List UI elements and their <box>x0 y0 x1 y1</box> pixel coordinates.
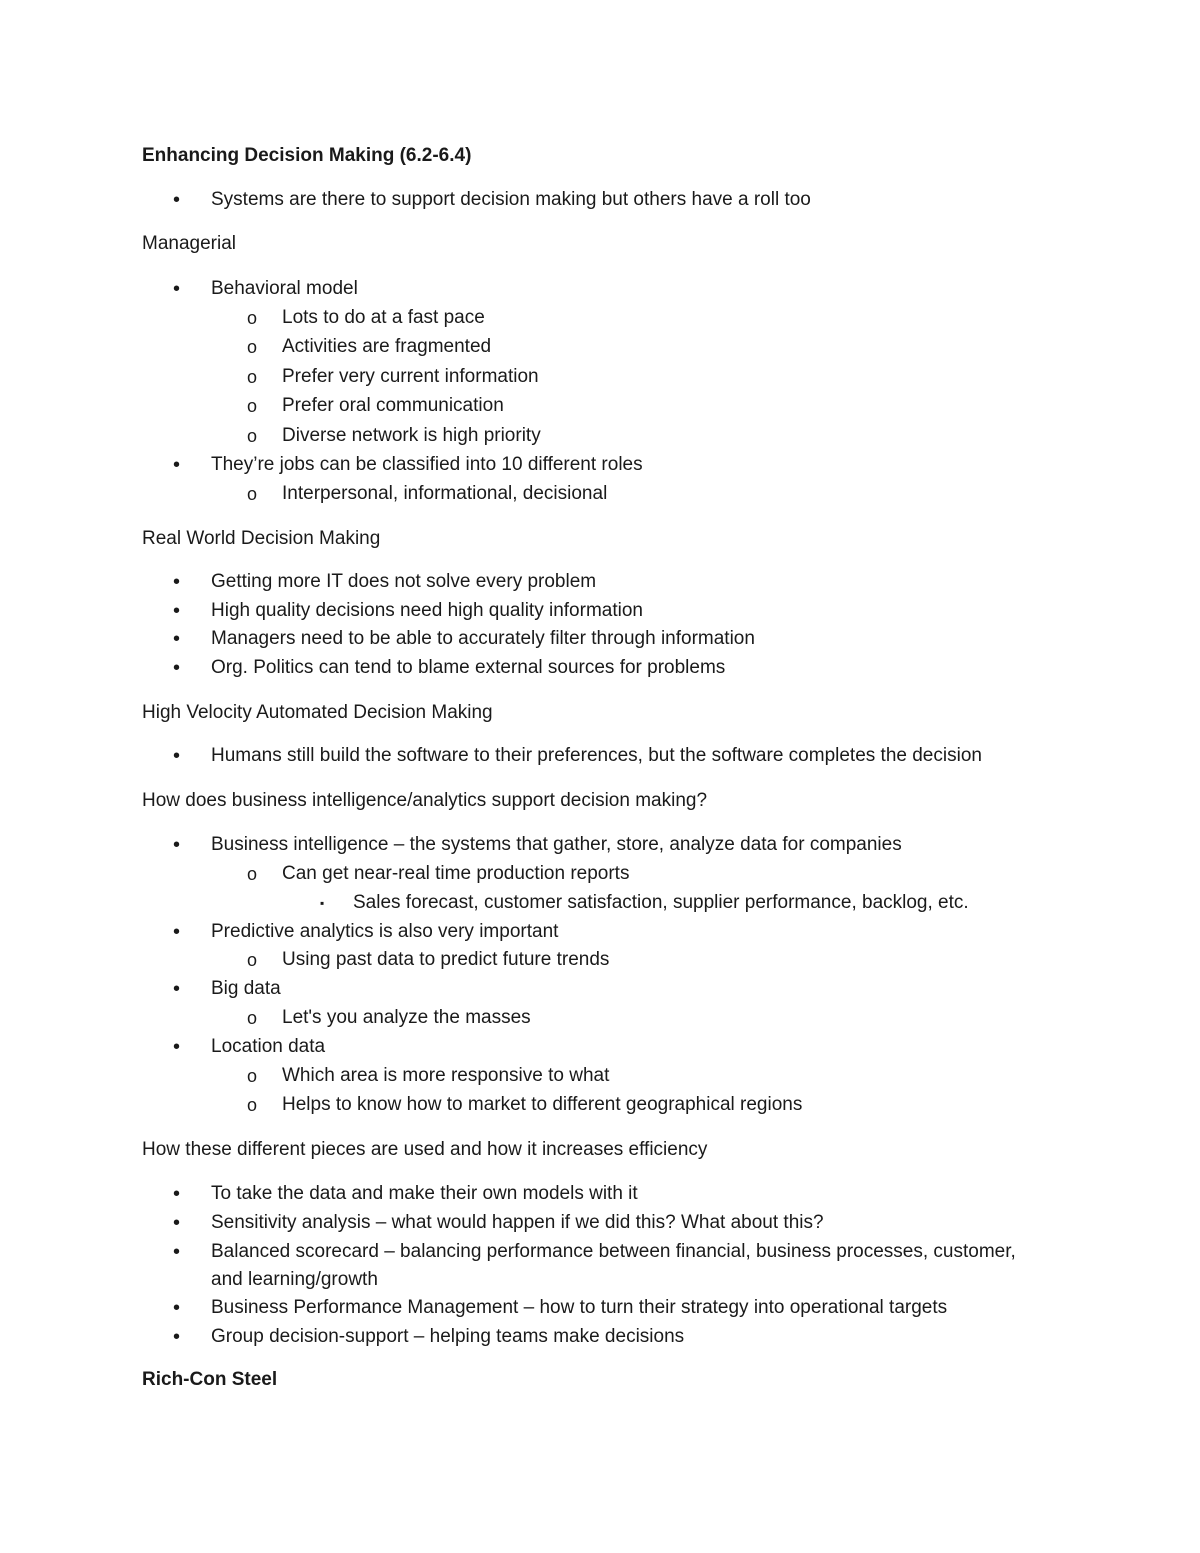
bullet-disc-icon: • <box>173 978 181 1000</box>
section-heading: Real World Decision Making <box>142 528 381 549</box>
list-item-text: Group decision-support – helping teams make decisions <box>211 1326 685 1347</box>
bullet-circle-icon: o <box>247 308 258 328</box>
list-item-text: Interpersonal, informational, decisional <box>282 483 608 504</box>
list-item-text: Sales forecast, customer satisfaction, supplier performance, backlog, etc. <box>353 892 969 913</box>
bullet-circle-icon: o <box>247 367 258 387</box>
bullet-disc-icon: • <box>173 1297 181 1319</box>
list-item-text: Helps to know how to market to different geographical regions <box>282 1094 803 1115</box>
list-item-text: Org. Politics can tend to blame external sources for problems <box>211 657 726 678</box>
bullet-disc-icon: • <box>173 1212 181 1234</box>
bullet-disc-icon: • <box>173 1036 181 1058</box>
bullet-disc-icon: • <box>173 600 181 622</box>
list-item-text: Balanced scorecard – balancing performance between financial, business processes, customer, <box>211 1241 1016 1262</box>
bullet-circle-icon: o <box>247 1066 258 1086</box>
section-heading: How these different pieces are used and how it increases efficiency <box>142 1139 708 1160</box>
bullet-circle-icon: o <box>247 396 258 416</box>
list-item-text: Which area is more responsive to what <box>282 1065 610 1086</box>
list-item-text: Getting more IT does not solve every problem <box>211 571 597 592</box>
bullet-disc-icon: • <box>173 278 181 300</box>
bullet-square-icon: ▪ <box>320 896 325 910</box>
bullet-disc-icon: • <box>173 1241 181 1263</box>
bullet-disc-icon: • <box>173 189 181 211</box>
bullet-disc-icon: • <box>173 628 181 650</box>
bullet-disc-icon: • <box>173 834 181 856</box>
bullet-circle-icon: o <box>247 864 258 884</box>
bullet-disc-icon: • <box>173 571 181 593</box>
list-item-text: Sensitivity analysis – what would happen if we did this? What about this? <box>211 1212 824 1233</box>
list-item-text: Let's you analyze the masses <box>282 1007 531 1028</box>
bullet-circle-icon: o <box>247 950 258 970</box>
list-item-text: Business Performance Management – how to turn their strategy into operational targets <box>211 1297 948 1318</box>
section-heading: Managerial <box>142 233 236 254</box>
list-item-text: Diverse network is high priority <box>282 425 541 446</box>
section-heading: Rich-Con Steel <box>142 1369 278 1390</box>
list-item-text: Activities are fragmented <box>282 336 492 357</box>
list-item-text: Predictive analytics is also very important <box>211 921 559 942</box>
list-item-text: To take the data and make their own models with it <box>211 1183 638 1204</box>
bullet-circle-icon: o <box>247 1008 258 1028</box>
list-item-text: Systems are there to support decision making but others have a roll too <box>211 189 811 210</box>
bullet-circle-icon: o <box>247 1095 258 1115</box>
list-item-text: Using past data to predict future trends <box>282 949 610 970</box>
list-item-text: High quality decisions need high quality information <box>211 600 643 621</box>
list-item-text: Prefer very current information <box>282 366 539 387</box>
list-item-text: and learning/growth <box>211 1269 378 1290</box>
list-item-text: Managers need to be able to accurately filter through information <box>211 628 755 649</box>
list-item-text: Lots to do at a fast pace <box>282 307 485 328</box>
list-item-text: Can get near-real time production reports <box>282 863 630 884</box>
list-item-text: Location data <box>211 1036 326 1057</box>
list-item-text: Big data <box>211 978 281 999</box>
bullet-disc-icon: • <box>173 1326 181 1348</box>
list-item-text: Humans still build the software to their preferences, but the software completes the decision <box>211 745 982 766</box>
bullet-circle-icon: o <box>247 337 258 357</box>
bullet-disc-icon: • <box>173 921 181 943</box>
list-item-text: They’re jobs can be classified into 10 different roles <box>211 454 643 475</box>
list-item-text: Behavioral model <box>211 278 358 299</box>
section-heading: Enhancing Decision Making (6.2-6.4) <box>142 145 472 166</box>
list-item-text: Business intelligence – the systems that gather, store, analyze data for companies <box>211 834 902 855</box>
bullet-disc-icon: • <box>173 745 181 767</box>
bullet-disc-icon: • <box>173 454 181 476</box>
bullet-circle-icon: o <box>247 426 258 446</box>
bullet-disc-icon: • <box>173 1183 181 1205</box>
section-heading: How does business intelligence/analytics support decision making? <box>142 790 708 811</box>
bullet-disc-icon: • <box>173 657 181 679</box>
list-item-text: Prefer oral communication <box>282 395 504 416</box>
bullet-circle-icon: o <box>247 484 258 504</box>
section-heading: High Velocity Automated Decision Making <box>142 702 493 723</box>
